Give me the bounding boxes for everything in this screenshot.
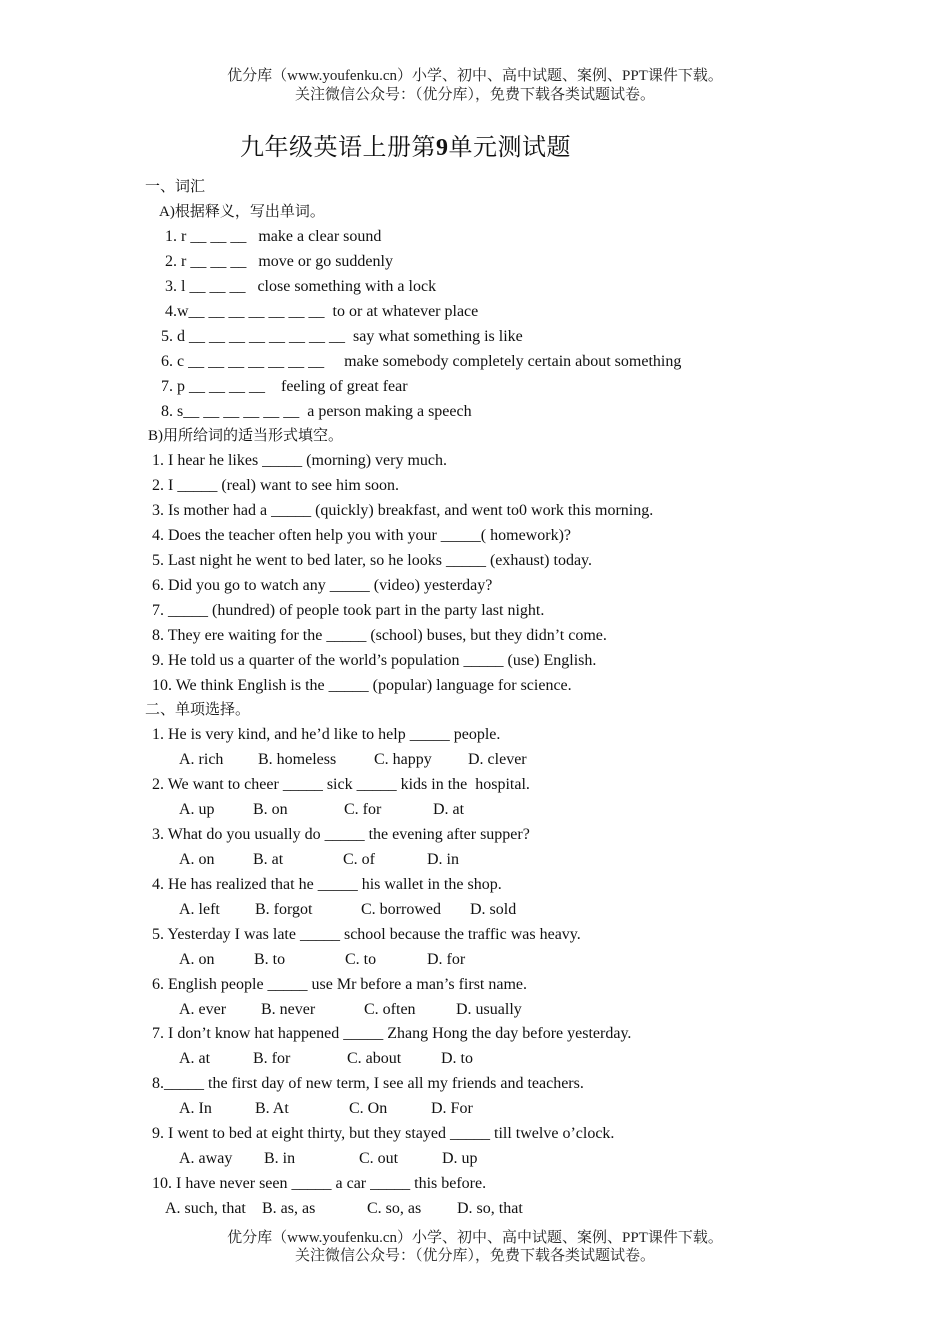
page-title	[240, 132, 571, 164]
option: D. so, that	[457, 1200, 523, 1217]
option: C. for	[344, 801, 382, 818]
option: A. on	[179, 851, 215, 868]
option: D. sold	[470, 901, 517, 918]
option: C. out	[359, 1150, 399, 1167]
option: D. at	[433, 801, 465, 818]
vocab-item: 1. r __ __ __ make a clear sound	[165, 228, 382, 245]
title-suffix: 单元测试题	[448, 135, 571, 161]
option: C. about	[347, 1050, 402, 1067]
option: D. clever	[468, 751, 527, 768]
option: A. rich	[179, 751, 224, 768]
option: C. borrowed	[361, 901, 441, 918]
section-1-heading: 一、词汇	[145, 179, 206, 195]
fill-item: 9. He told us a quarter of the world’s population _____ (use) English.	[152, 652, 597, 669]
vocab-item: 2. r __ __ __ move or go suddenly	[165, 253, 393, 270]
option: C. often	[364, 1001, 416, 1018]
question: 6. English people _____ use Mr before a man’s first name.	[152, 976, 528, 993]
option: B. to	[254, 951, 286, 968]
vocab-item: 3. l __ __ __ close something with a lock	[165, 278, 437, 295]
option: D. usually	[456, 1001, 522, 1018]
option: A. such, that	[165, 1200, 246, 1217]
question: 10. I have never seen _____ a car _____ this before.	[152, 1175, 487, 1192]
option: B. At	[255, 1100, 289, 1117]
question: 2. We want to cheer _____ sick _____ kids in the hospital.	[152, 776, 530, 793]
footer-line-1: 优分库（www.youfenku.cn）小学、初中、高中试题、案例、PPT课件下载。	[227, 1230, 723, 1246]
question: 4. He has realized that he _____ his wallet in the shop.	[152, 876, 502, 893]
question: 3. What do you usually do _____ the evening after supper?	[152, 826, 530, 843]
vocab-item: 8. s__ __ __ __ __ __ a person making a speech	[161, 403, 472, 420]
option: A. up	[179, 801, 215, 818]
option: D. in	[427, 851, 459, 868]
question: 1. He is very kind, and he’d like to help _____ people.	[152, 726, 501, 743]
fill-item: 7. _____ (hundred) of people took part in the party last night.	[152, 602, 545, 619]
fill-item: 2. I _____ (real) want to see him soon.	[152, 477, 400, 494]
header-line-1: 优分库（www.youfenku.cn）小学、初中、高中试题、案例、PPT课件下载。	[227, 68, 723, 84]
footer-line-2: 关注微信公众号：（优分库），免费下载各类试题试卷。	[294, 1248, 655, 1264]
vocab-item: 6. c __ __ __ __ __ __ __ make somebody completely certain about something	[161, 353, 682, 370]
question: 8._____ the first day of new term, I see all my friends and teachers.	[152, 1075, 584, 1092]
option: D. up	[442, 1150, 478, 1167]
section-2-heading: 二、单项选择。	[145, 702, 251, 718]
option: B. homeless	[258, 751, 337, 768]
option: A. on	[179, 951, 215, 968]
option: C. so, as	[367, 1200, 422, 1217]
option: A. at	[179, 1050, 211, 1067]
vocab-item: 7. p __ __ __ __ feeling of great fear	[161, 378, 408, 395]
title-prefix: 九年级英语上册第	[240, 135, 436, 161]
question: 9. I went to bed at eight thirty, but they stayed _____ till twelve o’clock.	[152, 1125, 615, 1142]
option: B. never	[261, 1001, 316, 1018]
option: C. of	[343, 851, 375, 868]
option: C. On	[349, 1100, 388, 1117]
option: A. In	[179, 1100, 212, 1117]
option: A. away	[179, 1150, 233, 1167]
option: B. in	[264, 1150, 296, 1167]
fill-item: 4. Does the teacher often help you with your _____( homework)?	[152, 527, 571, 544]
fill-item: 5. Last night he went to bed later, so he looks _____ (exhaust) today.	[152, 552, 593, 569]
option: B. at	[253, 851, 284, 868]
question: 7. I don’t know hat happened _____ Zhang Hong the day before yesterday.	[152, 1025, 632, 1042]
option: B. for	[253, 1050, 291, 1067]
option: C. happy	[374, 751, 432, 768]
option: B. on	[253, 801, 288, 818]
option: A. left	[179, 901, 220, 918]
fill-item: 8. They ere waiting for the _____ (school) buses, but they didn’t come.	[152, 627, 607, 644]
fill-item: 1. I hear he likes _____ (morning) very much.	[152, 452, 448, 469]
option: C. to	[345, 951, 377, 968]
part-b-heading: B)用所给词的适当形式填空。	[148, 428, 344, 444]
option: B. forgot	[255, 901, 313, 918]
fill-item: 6. Did you go to watch any _____ (video) yesterday?	[152, 577, 493, 594]
header-line-2: 关注微信公众号：（优分库），免费下载各类试题试卷。	[294, 87, 655, 103]
vocab-item: 4.w__ __ __ __ __ __ __ to or at whatever place	[165, 303, 479, 320]
fill-item: 10. We think English is the _____ (popular) language for science.	[152, 677, 572, 694]
option: B. as, as	[262, 1200, 316, 1217]
question: 5. Yesterday I was late _____ school because the traffic was heavy.	[152, 926, 581, 943]
title-unit-number: 9	[436, 135, 449, 161]
option: A. ever	[179, 1001, 227, 1018]
option: D. For	[431, 1100, 473, 1117]
vocab-item: 5. d __ __ __ __ __ __ __ __ say what something is like	[161, 328, 523, 345]
option: D. to	[441, 1050, 473, 1067]
fill-item: 3. Is mother had a _____ (quickly) breakfast, and went to0 work this morning.	[152, 502, 654, 519]
option: D. for	[427, 951, 466, 968]
part-a-heading: A)根据释义，写出单词。	[159, 204, 325, 220]
